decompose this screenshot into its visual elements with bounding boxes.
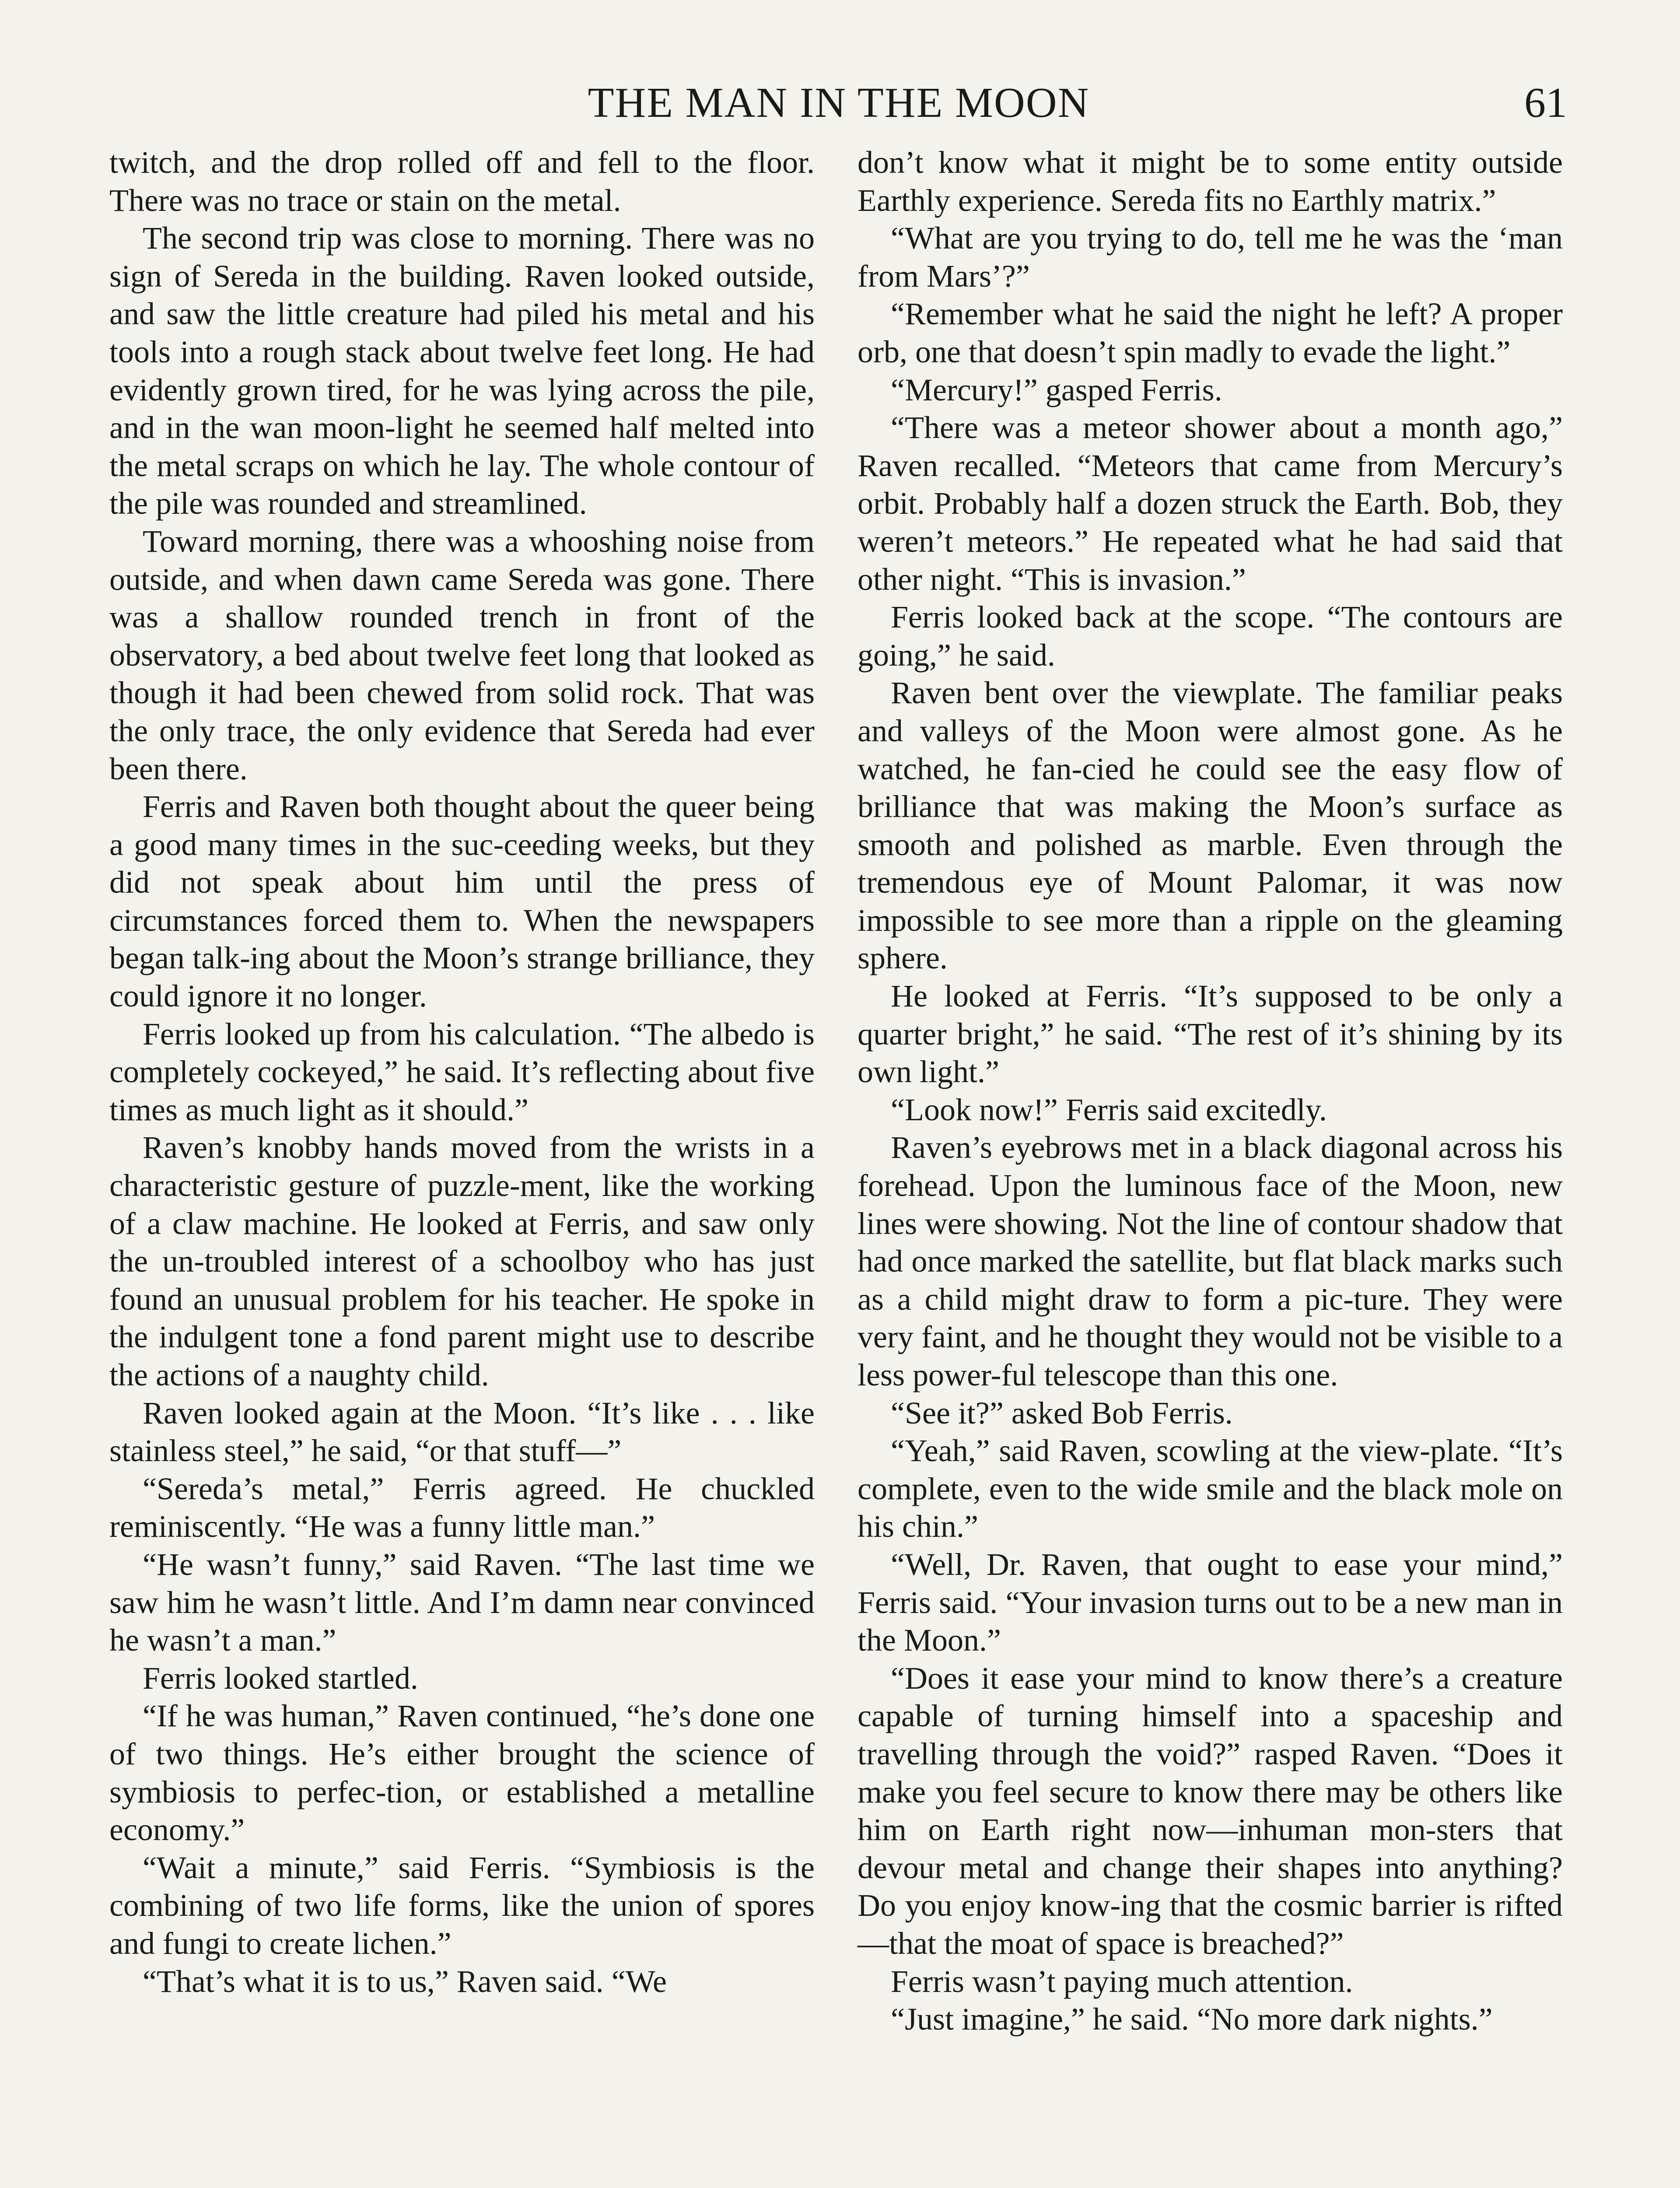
paragraph: Ferris looked up from his calculation. “The albedo is completely cockeyed,” he said. It’s reflecting about five times as much light as it should.” xyxy=(109,1016,815,1127)
paragraph: Ferris looked startled. xyxy=(143,1660,418,1696)
paragraph: “There was a meteor shower about a month ago,” Raven recalled. “Meteors that came from Mercury’s orbit. Probably half a dozen struck the Earth. Bob, they weren’t meteors.” He repeated what he had said that other night. “This is invasion.” xyxy=(858,410,1563,597)
running-title: THE MAN IN THE MOON xyxy=(588,79,1090,126)
paragraph: Raven’s eyebrows met in a black diagonal across his forehead. Upon the luminous face of the Moon, new lines were showing. Not the line of contour shadow that had once marked the satellite, but flat black marks such as a child might draw to form a pic-ture. They were very faint, and he thought they would not be visible to a less power-ful telescope than this one. xyxy=(858,1130,1563,1392)
paragraph: “Just imagine,” he said. “No more dark nights.” xyxy=(891,2002,1493,2037)
paragraph: “Wait a minute,” said Ferris. “Symbiosis is the combining of two life forms, like the union of spores and fungi to create lichen.” xyxy=(109,1850,815,1961)
paragraph: don’t know what it might be to some entity outside Earthly experience. Sereda fits no Earthly matrix.” xyxy=(858,145,1563,218)
paragraph: Raven looked again at the Moon. “It’s like . . . like stainless steel,” he said, “or that stuff—” xyxy=(109,1395,815,1469)
paragraph: Ferris wasn’t paying much attention. xyxy=(891,1964,1353,1999)
paragraph: Toward morning, there was a whooshing noise from outside, and when dawn came Sereda was gone. There was a shallow rounded trench in front of the observatory, a bed about twelve feet long that looked as though it had been chewed from solid rock. That was the only trace, the only evidence that Sereda had ever been there. xyxy=(109,523,815,786)
paragraph: “If he was human,” Raven continued, “he’s done one of two things. He’s either brought the science of symbiosis to perfec-tion, or established a metalline economy.” xyxy=(109,1698,815,1848)
paragraph: “See it?” asked Bob Ferris. xyxy=(891,1395,1233,1431)
paragraph: “Look now!” Ferris said excitedly. xyxy=(891,1092,1327,1127)
paragraph: “Yeah,” said Raven, scowling at the view-plate. “It’s complete, even to the wide smile and the black mole on his chin.” xyxy=(858,1433,1563,1544)
paragraph: Ferris and Raven both thought about the queer being a good many times in the suc-ceeding weeks, but they did not speak about him until the press of circumstances forced them to. When the newspapers began talk-ing about the Moon’s strange brilliance, they could ignore it no longer. xyxy=(109,789,815,1014)
paragraph: Raven bent over the viewplate. The familiar peaks and valleys of the Moon were almost gone. As he watched, he fan-cied he could see the easy flow of brilliance that was making the Moon’s surface as smooth and polished as marble. Even through the tremendous eye of Mount Palomar, it was now impossible to see more than a ripple on the gleaming sphere. xyxy=(858,675,1563,976)
paragraph: Raven’s knobby hands moved from the wrists in a characteristic gesture of puzzle-ment, like the working of a claw machine. He looked at Ferris, and saw only the un-troubled interest of a schoolboy who has just found an unusual problem for his teacher. He spoke in the indulgent tone a fond parent might use to describe the actions of a naughty child. xyxy=(109,1130,815,1392)
paragraph: “Mercury!” gasped Ferris. xyxy=(891,372,1222,407)
paragraph: “Well, Dr. Raven, that ought to ease your mind,” Ferris said. “Your invasion turns out to be a new man in the Moon.” xyxy=(858,1546,1563,1658)
left-text-column xyxy=(109,144,815,2000)
paragraph: twitch, and the drop rolled off and fell to the floor. There was no trace or stain on the metal. xyxy=(109,145,815,218)
paragraph: “Sereda’s metal,” Ferris agreed. He chuckled reminiscently. “He was a funny little man.” xyxy=(109,1471,815,1544)
paragraph: Ferris looked back at the scope. “The contours are going,” he said. xyxy=(858,600,1563,673)
paragraph: “Does it ease your mind to know there’s a creature capable of turning himself into a spaceship and travelling through the void?” rasped Raven. “Does it make you feel secure to know there may be others like him on Earth right now—inhuman mon-sters that devour metal and change their shapes into anything? Do you enjoy know-ing that the cosmic barrier is rifted—that the moat of space is breached?” xyxy=(858,1660,1563,1961)
paragraph: “That’s what it is to us,” Raven said. “We xyxy=(143,1964,667,1999)
right-text-column xyxy=(858,144,1563,2038)
paragraph: The second trip was close to morning. There was no sign of Sereda in the building. Raven looked outside, and saw the little creature had piled his metal and his tools into a rough stack about twelve feet long. He had evidently grown tired, for he was lying across the pile, and in the wan moon-light he seemed half melted into the metal scraps on which he lay. The whole contour of the pile was rounded and streamlined. xyxy=(109,221,815,521)
running-header xyxy=(110,72,1567,133)
page-number: 61 xyxy=(1524,79,1567,126)
paragraph: “Remember what he said the night he left? A proper orb, one that doesn’t spin madly to evade the light.” xyxy=(858,296,1563,369)
paragraph: “What are you trying to do, tell me he was the ‘man from Mars’?” xyxy=(858,221,1563,294)
paragraph: “He wasn’t funny,” said Raven. “The last time we saw him he wasn’t little. And I’m damn near convinced he wasn’t a man.” xyxy=(109,1546,815,1658)
paragraph: He looked at Ferris. “It’s supposed to be only a quarter bright,” he said. “The rest of it’s shining by its own light.” xyxy=(858,978,1563,1090)
